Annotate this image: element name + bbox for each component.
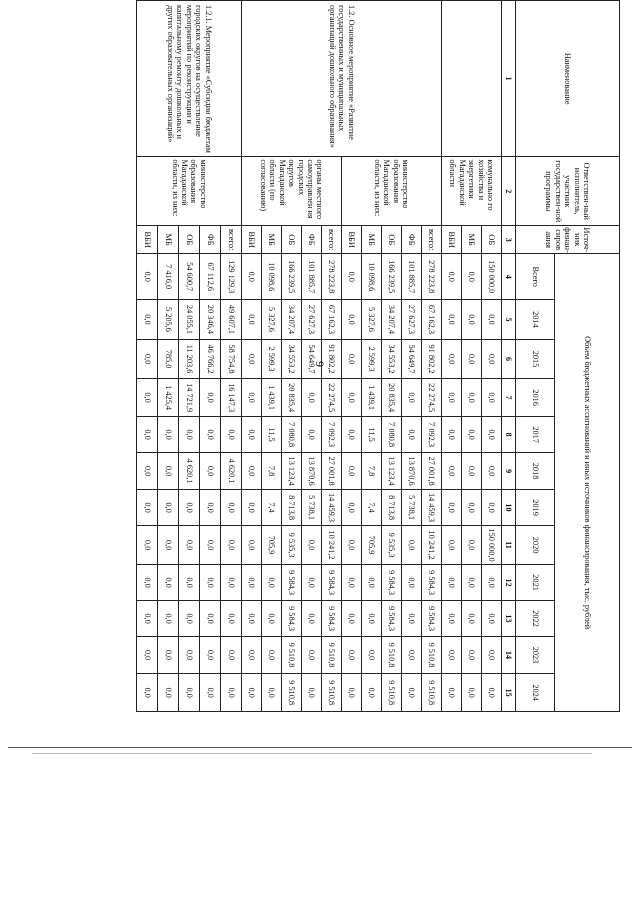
year-value-cell: 5 327,6 bbox=[362, 300, 382, 340]
total-value-cell: 54 600,7 bbox=[179, 254, 200, 300]
year-value-cell: 0,0 bbox=[137, 339, 158, 379]
year-value-cell: 9 584,3 bbox=[382, 564, 402, 600]
year-value-cell: 0,0 bbox=[342, 453, 362, 489]
year-value-cell: 0,0 bbox=[482, 339, 502, 379]
source-cell: ОБ bbox=[482, 226, 502, 254]
year-value-cell: 0,0 bbox=[262, 564, 282, 600]
source-cell: ВБИ bbox=[137, 226, 158, 254]
table-row bbox=[422, 1, 442, 712]
table-row bbox=[482, 1, 502, 712]
year-value-cell: 0,0 bbox=[221, 526, 242, 565]
column-number-14: 14 bbox=[502, 636, 516, 674]
header-year-2017: 2017 bbox=[516, 416, 555, 452]
year-value-cell: 7,4 bbox=[262, 489, 282, 525]
table-body bbox=[137, 1, 620, 712]
year-value-cell: 0,0 bbox=[158, 636, 179, 674]
responsible-cell: министерство образования Магаданской области, из них: bbox=[137, 157, 242, 226]
year-value-cell: 0,0 bbox=[482, 416, 502, 452]
year-value-cell: 0,0 bbox=[242, 564, 262, 600]
year-value-cell: 0,0 bbox=[342, 416, 362, 452]
header-year-2016: 2016 bbox=[516, 379, 555, 417]
column-number-8: 8 bbox=[502, 416, 516, 452]
year-value-cell: 7 092,3 bbox=[422, 416, 442, 452]
year-value-cell: 58 754,8 bbox=[221, 339, 242, 379]
year-value-cell: 0,0 bbox=[302, 526, 322, 565]
year-value-cell: 0,0 bbox=[402, 601, 422, 636]
year-value-cell: 5 327,6 bbox=[262, 300, 282, 340]
year-value-cell: 9 584,3 bbox=[382, 601, 402, 636]
year-value-cell: 0,0 bbox=[200, 489, 221, 525]
year-value-cell: 4 620,1 bbox=[179, 453, 200, 489]
year-value-cell: 9 510,8 bbox=[382, 674, 402, 712]
column-number-12: 12 bbox=[502, 564, 516, 600]
year-value-cell: 0,0 bbox=[442, 636, 462, 674]
year-value-cell: 0,0 bbox=[221, 489, 242, 525]
year-value-cell: 0,0 bbox=[242, 601, 262, 636]
year-value-cell: 0,0 bbox=[462, 300, 482, 340]
responsible-cell: министерство образования Магаданской области, из них: bbox=[342, 157, 442, 226]
year-value-cell: 0,0 bbox=[179, 601, 200, 636]
year-value-cell: 16 147,3 bbox=[221, 379, 242, 417]
year-value-cell: 0,0 bbox=[302, 636, 322, 674]
year-value-cell: 0,0 bbox=[137, 674, 158, 712]
year-value-cell: 67 162,3 bbox=[322, 300, 342, 340]
total-value-cell: 101 885,7 bbox=[302, 254, 322, 300]
year-value-cell: 0,0 bbox=[179, 489, 200, 525]
year-value-cell: 0,0 bbox=[137, 601, 158, 636]
year-value-cell: 9 584,3 bbox=[282, 564, 302, 600]
source-cell: ОБ bbox=[382, 226, 402, 254]
year-value-cell: 0,0 bbox=[362, 636, 382, 674]
year-value-cell: 34 207,4 bbox=[382, 300, 402, 340]
year-value-cell: 0,0 bbox=[482, 636, 502, 674]
year-value-cell: 49 607,1 bbox=[221, 300, 242, 340]
total-value-cell: 7 416,0 bbox=[158, 254, 179, 300]
year-value-cell: 0,0 bbox=[302, 379, 322, 417]
total-value-cell: 129 129,3 bbox=[221, 254, 242, 300]
header-source: Источ-ник финан-сиров ания bbox=[516, 226, 620, 254]
header-row-group bbox=[555, 1, 620, 712]
total-value-cell: 101 885,7 bbox=[402, 254, 422, 300]
year-value-cell: 0,0 bbox=[402, 416, 422, 452]
header-name: Наименование bbox=[516, 1, 620, 157]
year-value-cell: 705,9 bbox=[362, 526, 382, 565]
year-value-cell: 13 123,4 bbox=[282, 453, 302, 489]
year-value-cell: 0,0 bbox=[179, 674, 200, 712]
year-value-cell: 0,0 bbox=[302, 564, 322, 600]
year-value-cell: 0,0 bbox=[482, 300, 502, 340]
header-year-2019: 2019 bbox=[516, 489, 555, 525]
year-value-cell: 0,0 bbox=[262, 636, 282, 674]
year-value-cell: 9 535,3 bbox=[382, 526, 402, 565]
year-value-cell: 24 055,1 bbox=[179, 300, 200, 340]
column-number-3: 3 bbox=[502, 226, 516, 254]
year-value-cell: 0,0 bbox=[158, 526, 179, 565]
year-value-cell: 0,0 bbox=[262, 674, 282, 712]
column-number-6: 6 bbox=[502, 339, 516, 379]
year-value-cell: 0,0 bbox=[242, 453, 262, 489]
header-year-2014: 2014 bbox=[516, 300, 555, 340]
header-year-2021: 2021 bbox=[516, 564, 555, 600]
year-value-cell: 20 835,4 bbox=[282, 379, 302, 417]
year-value-cell: 0,0 bbox=[342, 674, 362, 712]
year-value-cell: 0,0 bbox=[158, 601, 179, 636]
year-value-cell: 0,0 bbox=[242, 379, 262, 417]
year-value-cell: 0,0 bbox=[200, 453, 221, 489]
year-value-cell: 2 599,3 bbox=[262, 339, 282, 379]
year-value-cell: 0,0 bbox=[462, 489, 482, 525]
year-value-cell: 0,0 bbox=[442, 489, 462, 525]
year-value-cell: 0,0 bbox=[200, 636, 221, 674]
year-value-cell: 0,0 bbox=[362, 601, 382, 636]
source-cell: МБ bbox=[362, 226, 382, 254]
year-value-cell: 0,0 bbox=[402, 526, 422, 565]
year-value-cell: 0,0 bbox=[402, 564, 422, 600]
year-value-cell: 14 721,9 bbox=[179, 379, 200, 417]
source-cell: ФБ bbox=[402, 226, 422, 254]
column-number-15: 15 bbox=[502, 674, 516, 712]
year-value-cell: 0,0 bbox=[137, 489, 158, 525]
year-value-cell: 0,0 bbox=[462, 416, 482, 452]
header-row-column-numbers bbox=[502, 1, 516, 712]
year-value-cell: 0,0 bbox=[221, 564, 242, 600]
year-value-cell: 0,0 bbox=[302, 416, 322, 452]
year-value-cell: 0,0 bbox=[158, 489, 179, 525]
source-cell: ФБ bbox=[200, 226, 221, 254]
year-value-cell: 150 000,0 bbox=[482, 526, 502, 565]
year-value-cell: 0,0 bbox=[462, 564, 482, 600]
year-value-cell: 0,0 bbox=[342, 636, 362, 674]
year-value-cell: 9 584,3 bbox=[282, 601, 302, 636]
column-number-4: 4 bbox=[502, 254, 516, 300]
year-value-cell: 0,0 bbox=[137, 564, 158, 600]
year-value-cell: 5 205,6 bbox=[158, 300, 179, 340]
total-value-cell: 10 098,6 bbox=[262, 254, 282, 300]
year-value-cell: 7 092,3 bbox=[322, 416, 342, 452]
year-value-cell: 0,0 bbox=[221, 674, 242, 712]
year-value-cell: 0,0 bbox=[137, 453, 158, 489]
year-value-cell: 0,0 bbox=[200, 416, 221, 452]
source-cell: МБ bbox=[462, 226, 482, 254]
total-value-cell: 166 239,5 bbox=[282, 254, 302, 300]
year-value-cell: 9 510,8 bbox=[282, 636, 302, 674]
year-value-cell: 0,0 bbox=[342, 564, 362, 600]
total-value-cell: 278 223,8 bbox=[422, 254, 442, 300]
year-value-cell: 0,0 bbox=[342, 339, 362, 379]
year-value-cell: 7,8 bbox=[262, 453, 282, 489]
rotated-table-frame bbox=[52, 0, 620, 712]
year-value-cell: 0,0 bbox=[158, 564, 179, 600]
year-value-cell: 91 802,2 bbox=[322, 339, 342, 379]
total-value-cell: 166 239,5 bbox=[382, 254, 402, 300]
year-value-cell: 91 802,2 bbox=[422, 339, 442, 379]
header-year-2020: 2020 bbox=[516, 526, 555, 565]
year-value-cell: 0,0 bbox=[242, 526, 262, 565]
year-value-cell: 9 584,3 bbox=[322, 564, 342, 600]
year-value-cell: 0,0 bbox=[179, 526, 200, 565]
year-value-cell: 22 274,5 bbox=[322, 379, 342, 417]
source-cell: всего: bbox=[221, 226, 242, 254]
year-value-cell: 9 510,8 bbox=[382, 636, 402, 674]
year-value-cell: 0,0 bbox=[342, 489, 362, 525]
source-cell: ФБ bbox=[302, 226, 322, 254]
year-value-cell: 0,0 bbox=[462, 636, 482, 674]
header-year-2015: 2015 bbox=[516, 339, 555, 379]
year-value-cell: 9 510,8 bbox=[282, 674, 302, 712]
year-value-cell: 0,0 bbox=[442, 300, 462, 340]
column-number-10: 10 bbox=[502, 489, 516, 525]
year-value-cell: 9 535,3 bbox=[282, 526, 302, 565]
table-row bbox=[221, 1, 242, 712]
year-value-cell: 4 620,1 bbox=[221, 453, 242, 489]
year-value-cell: 34 553,2 bbox=[382, 339, 402, 379]
total-value-cell: 0,0 bbox=[342, 254, 362, 300]
year-value-cell: 0,0 bbox=[242, 636, 262, 674]
year-value-cell: 0,0 bbox=[137, 300, 158, 340]
year-value-cell: 0,0 bbox=[179, 564, 200, 600]
year-value-cell: 0,0 bbox=[442, 453, 462, 489]
total-value-cell: 67 112,6 bbox=[200, 254, 221, 300]
year-value-cell: 785,0 bbox=[158, 339, 179, 379]
year-value-cell: 0,0 bbox=[402, 379, 422, 417]
year-value-cell: 0,0 bbox=[442, 564, 462, 600]
source-cell: ВБИ bbox=[242, 226, 262, 254]
year-value-cell: 10 241,2 bbox=[322, 526, 342, 565]
column-number-11: 11 bbox=[502, 526, 516, 565]
source-cell: МБ bbox=[262, 226, 282, 254]
page-divider-line-faint bbox=[32, 753, 592, 754]
year-value-cell: 1 425,4 bbox=[158, 379, 179, 417]
column-number-7: 7 bbox=[502, 379, 516, 417]
year-value-cell: 0,0 bbox=[342, 379, 362, 417]
source-cell: ВБИ bbox=[442, 226, 462, 254]
year-value-cell: 0,0 bbox=[362, 564, 382, 600]
year-value-cell: 0,0 bbox=[242, 339, 262, 379]
total-value-cell: 0,0 bbox=[442, 254, 462, 300]
year-value-cell: 20 346,4 bbox=[200, 300, 221, 340]
column-number-5: 5 bbox=[502, 300, 516, 340]
column-number-2: 2 bbox=[502, 157, 516, 226]
year-value-cell: 8 713,8 bbox=[382, 489, 402, 525]
header-total: Всего bbox=[516, 254, 555, 300]
year-value-cell: 0,0 bbox=[137, 416, 158, 452]
total-value-cell: 0,0 bbox=[462, 254, 482, 300]
year-value-cell: 27 627,3 bbox=[402, 300, 422, 340]
year-value-cell: 1 439,1 bbox=[262, 379, 282, 417]
year-value-cell: 2 599,3 bbox=[362, 339, 382, 379]
year-value-cell: 0,0 bbox=[200, 526, 221, 565]
year-value-cell: 9 510,8 bbox=[422, 636, 442, 674]
year-value-cell: 27 001,8 bbox=[322, 453, 342, 489]
year-value-cell: 67 162,3 bbox=[422, 300, 442, 340]
year-value-cell: 0,0 bbox=[402, 636, 422, 674]
year-value-cell: 14 459,3 bbox=[322, 489, 342, 525]
year-value-cell: 46 766,2 bbox=[200, 339, 221, 379]
year-value-cell: 0,0 bbox=[262, 601, 282, 636]
year-value-cell: 0,0 bbox=[242, 300, 262, 340]
year-value-cell: 22 274,5 bbox=[422, 379, 442, 417]
year-value-cell: 27 627,3 bbox=[302, 300, 322, 340]
year-value-cell: 7,4 bbox=[362, 489, 382, 525]
year-value-cell: 0,0 bbox=[137, 379, 158, 417]
year-value-cell: 0,0 bbox=[200, 601, 221, 636]
year-value-cell: 0,0 bbox=[200, 564, 221, 600]
year-value-cell: 9 584,3 bbox=[422, 601, 442, 636]
year-value-cell: 0,0 bbox=[462, 674, 482, 712]
year-value-cell: 0,0 bbox=[342, 601, 362, 636]
total-value-cell: 150 000,0 bbox=[482, 254, 502, 300]
year-value-cell: 0,0 bbox=[302, 674, 322, 712]
year-value-cell: 0,0 bbox=[179, 636, 200, 674]
year-value-cell: 0,0 bbox=[302, 601, 322, 636]
year-value-cell: 0,0 bbox=[442, 526, 462, 565]
year-value-cell: 0,0 bbox=[482, 674, 502, 712]
year-value-cell: 0,0 bbox=[221, 636, 242, 674]
source-cell: МБ bbox=[158, 226, 179, 254]
year-value-cell: 0,0 bbox=[221, 601, 242, 636]
year-value-cell: 0,0 bbox=[158, 416, 179, 452]
year-value-cell: 0,0 bbox=[462, 339, 482, 379]
year-value-cell: 0,0 bbox=[242, 489, 262, 525]
year-value-cell: 0,0 bbox=[482, 453, 502, 489]
source-cell: всего: bbox=[422, 226, 442, 254]
year-value-cell: 0,0 bbox=[242, 674, 262, 712]
year-value-cell: 7 080,8 bbox=[382, 416, 402, 452]
year-value-cell: 34 553,2 bbox=[282, 339, 302, 379]
year-value-cell: 0,0 bbox=[482, 489, 502, 525]
year-value-cell: 0,0 bbox=[442, 339, 462, 379]
year-value-cell: 7,8 bbox=[362, 453, 382, 489]
year-value-cell: 0,0 bbox=[462, 526, 482, 565]
year-value-cell: 11,5 bbox=[362, 416, 382, 452]
year-value-cell: 9 584,3 bbox=[422, 564, 442, 600]
year-value-cell: 0,0 bbox=[482, 379, 502, 417]
year-value-cell: 13 123,4 bbox=[382, 453, 402, 489]
source-cell: всего: bbox=[322, 226, 342, 254]
year-value-cell: 0,0 bbox=[362, 674, 382, 712]
year-value-cell: 0,0 bbox=[482, 601, 502, 636]
column-number-9: 9 bbox=[502, 453, 516, 489]
year-value-cell: 0,0 bbox=[179, 416, 200, 452]
financing-table bbox=[136, 0, 620, 712]
year-value-cell: 11 203,6 bbox=[179, 339, 200, 379]
column-number-13: 13 bbox=[502, 601, 516, 636]
rotated-table-container bbox=[52, 0, 620, 712]
year-value-cell: 0,0 bbox=[200, 379, 221, 417]
page-divider-line bbox=[8, 747, 632, 748]
year-value-cell: 10 241,2 bbox=[422, 526, 442, 565]
total-value-cell: 278 223,8 bbox=[322, 254, 342, 300]
source-cell: ВБИ bbox=[342, 226, 362, 254]
year-value-cell: 27 001,8 bbox=[422, 453, 442, 489]
year-value-cell: 0,0 bbox=[342, 300, 362, 340]
activity-name-cell: 1.2.1. Мероприятие «Субсидии бюджетам городских округов на осуществление мероприятий по реконструкции и капитальному ремонту дошкольных и других образовательных организаций» bbox=[137, 1, 242, 157]
year-value-cell: 13 870,6 bbox=[402, 453, 422, 489]
total-value-cell: 0,0 bbox=[242, 254, 262, 300]
activity-name-cell bbox=[442, 1, 502, 157]
header-year-2023: 2023 bbox=[516, 636, 555, 674]
activity-name-cell: 1.2. Основное мероприятие «Развитие государственных и муниципальных организаций дошкольного образования» bbox=[242, 1, 442, 157]
year-value-cell: 0,0 bbox=[462, 453, 482, 489]
responsible-cell: комунально го хозяйства и энергетики Магаданской области bbox=[442, 157, 502, 226]
total-value-cell: 0,0 bbox=[137, 254, 158, 300]
year-value-cell: 54 649,7 bbox=[402, 339, 422, 379]
year-value-cell: 0,0 bbox=[158, 674, 179, 712]
year-value-cell: 5 738,1 bbox=[302, 489, 322, 525]
year-value-cell: 54 649,7 bbox=[302, 339, 322, 379]
year-value-cell: 0,0 bbox=[442, 416, 462, 452]
page-number: 9 bbox=[313, 361, 327, 367]
year-value-cell: 705,9 bbox=[262, 526, 282, 565]
year-value-cell: 9 510,8 bbox=[422, 674, 442, 712]
year-value-cell: 0,0 bbox=[342, 526, 362, 565]
responsible-cell: органы местного самоуправлен ия городских округов Магаданской области (по согласованию) bbox=[242, 157, 342, 226]
year-value-cell: 20 835,4 bbox=[382, 379, 402, 417]
header-year-2022: 2022 bbox=[516, 601, 555, 636]
year-value-cell: 0,0 bbox=[158, 453, 179, 489]
year-value-cell: 1 439,1 bbox=[362, 379, 382, 417]
year-value-cell: 0,0 bbox=[442, 674, 462, 712]
header-responsible: Ответствен-ный исполнитель, участник государствен-ной программы bbox=[516, 157, 620, 226]
year-value-cell: 34 207,4 bbox=[282, 300, 302, 340]
header-year-2024: 2024 bbox=[516, 674, 555, 712]
year-value-cell: 8 713,8 bbox=[282, 489, 302, 525]
year-value-cell: 0,0 bbox=[242, 416, 262, 452]
year-value-cell: 0,0 bbox=[200, 674, 221, 712]
year-value-cell: 0,0 bbox=[442, 601, 462, 636]
year-value-cell: 0,0 bbox=[462, 379, 482, 417]
source-cell: ОБ bbox=[282, 226, 302, 254]
year-value-cell: 9 510,8 bbox=[322, 636, 342, 674]
year-value-cell: 0,0 bbox=[482, 564, 502, 600]
column-number-1: 1 bbox=[502, 1, 516, 157]
header-year-2018: 2018 bbox=[516, 453, 555, 489]
year-value-cell: 0,0 bbox=[137, 636, 158, 674]
year-value-cell: 9 510,8 bbox=[322, 674, 342, 712]
header-financing-group: Объем бюджетных ассигнований и иных источников финансирования, тыс. рублей bbox=[555, 254, 620, 712]
year-value-cell: 0,0 bbox=[462, 601, 482, 636]
year-value-cell: 0,0 bbox=[221, 416, 242, 452]
year-value-cell: 0,0 bbox=[442, 379, 462, 417]
year-value-cell: 11,5 bbox=[262, 416, 282, 452]
year-value-cell: 13 870,6 bbox=[302, 453, 322, 489]
source-cell: ОБ bbox=[179, 226, 200, 254]
year-value-cell: 0,0 bbox=[137, 526, 158, 565]
year-value-cell: 0,0 bbox=[402, 674, 422, 712]
year-value-cell: 14 459,3 bbox=[422, 489, 442, 525]
total-value-cell: 10 098,6 bbox=[362, 254, 382, 300]
year-value-cell: 5 738,1 bbox=[402, 489, 422, 525]
year-value-cell: 9 584,3 bbox=[322, 601, 342, 636]
year-value-cell: 7 080,8 bbox=[282, 416, 302, 452]
